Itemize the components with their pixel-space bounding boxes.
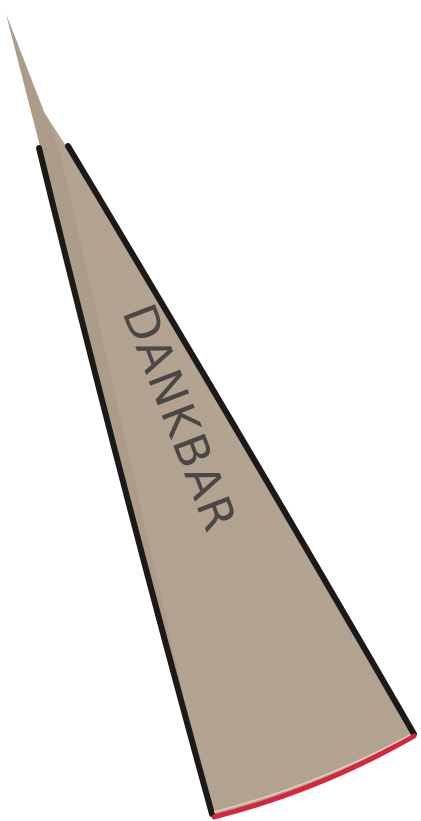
handwritten-label: DANKBAR xyxy=(111,296,249,540)
cardboard-wedge-body xyxy=(6,14,414,820)
